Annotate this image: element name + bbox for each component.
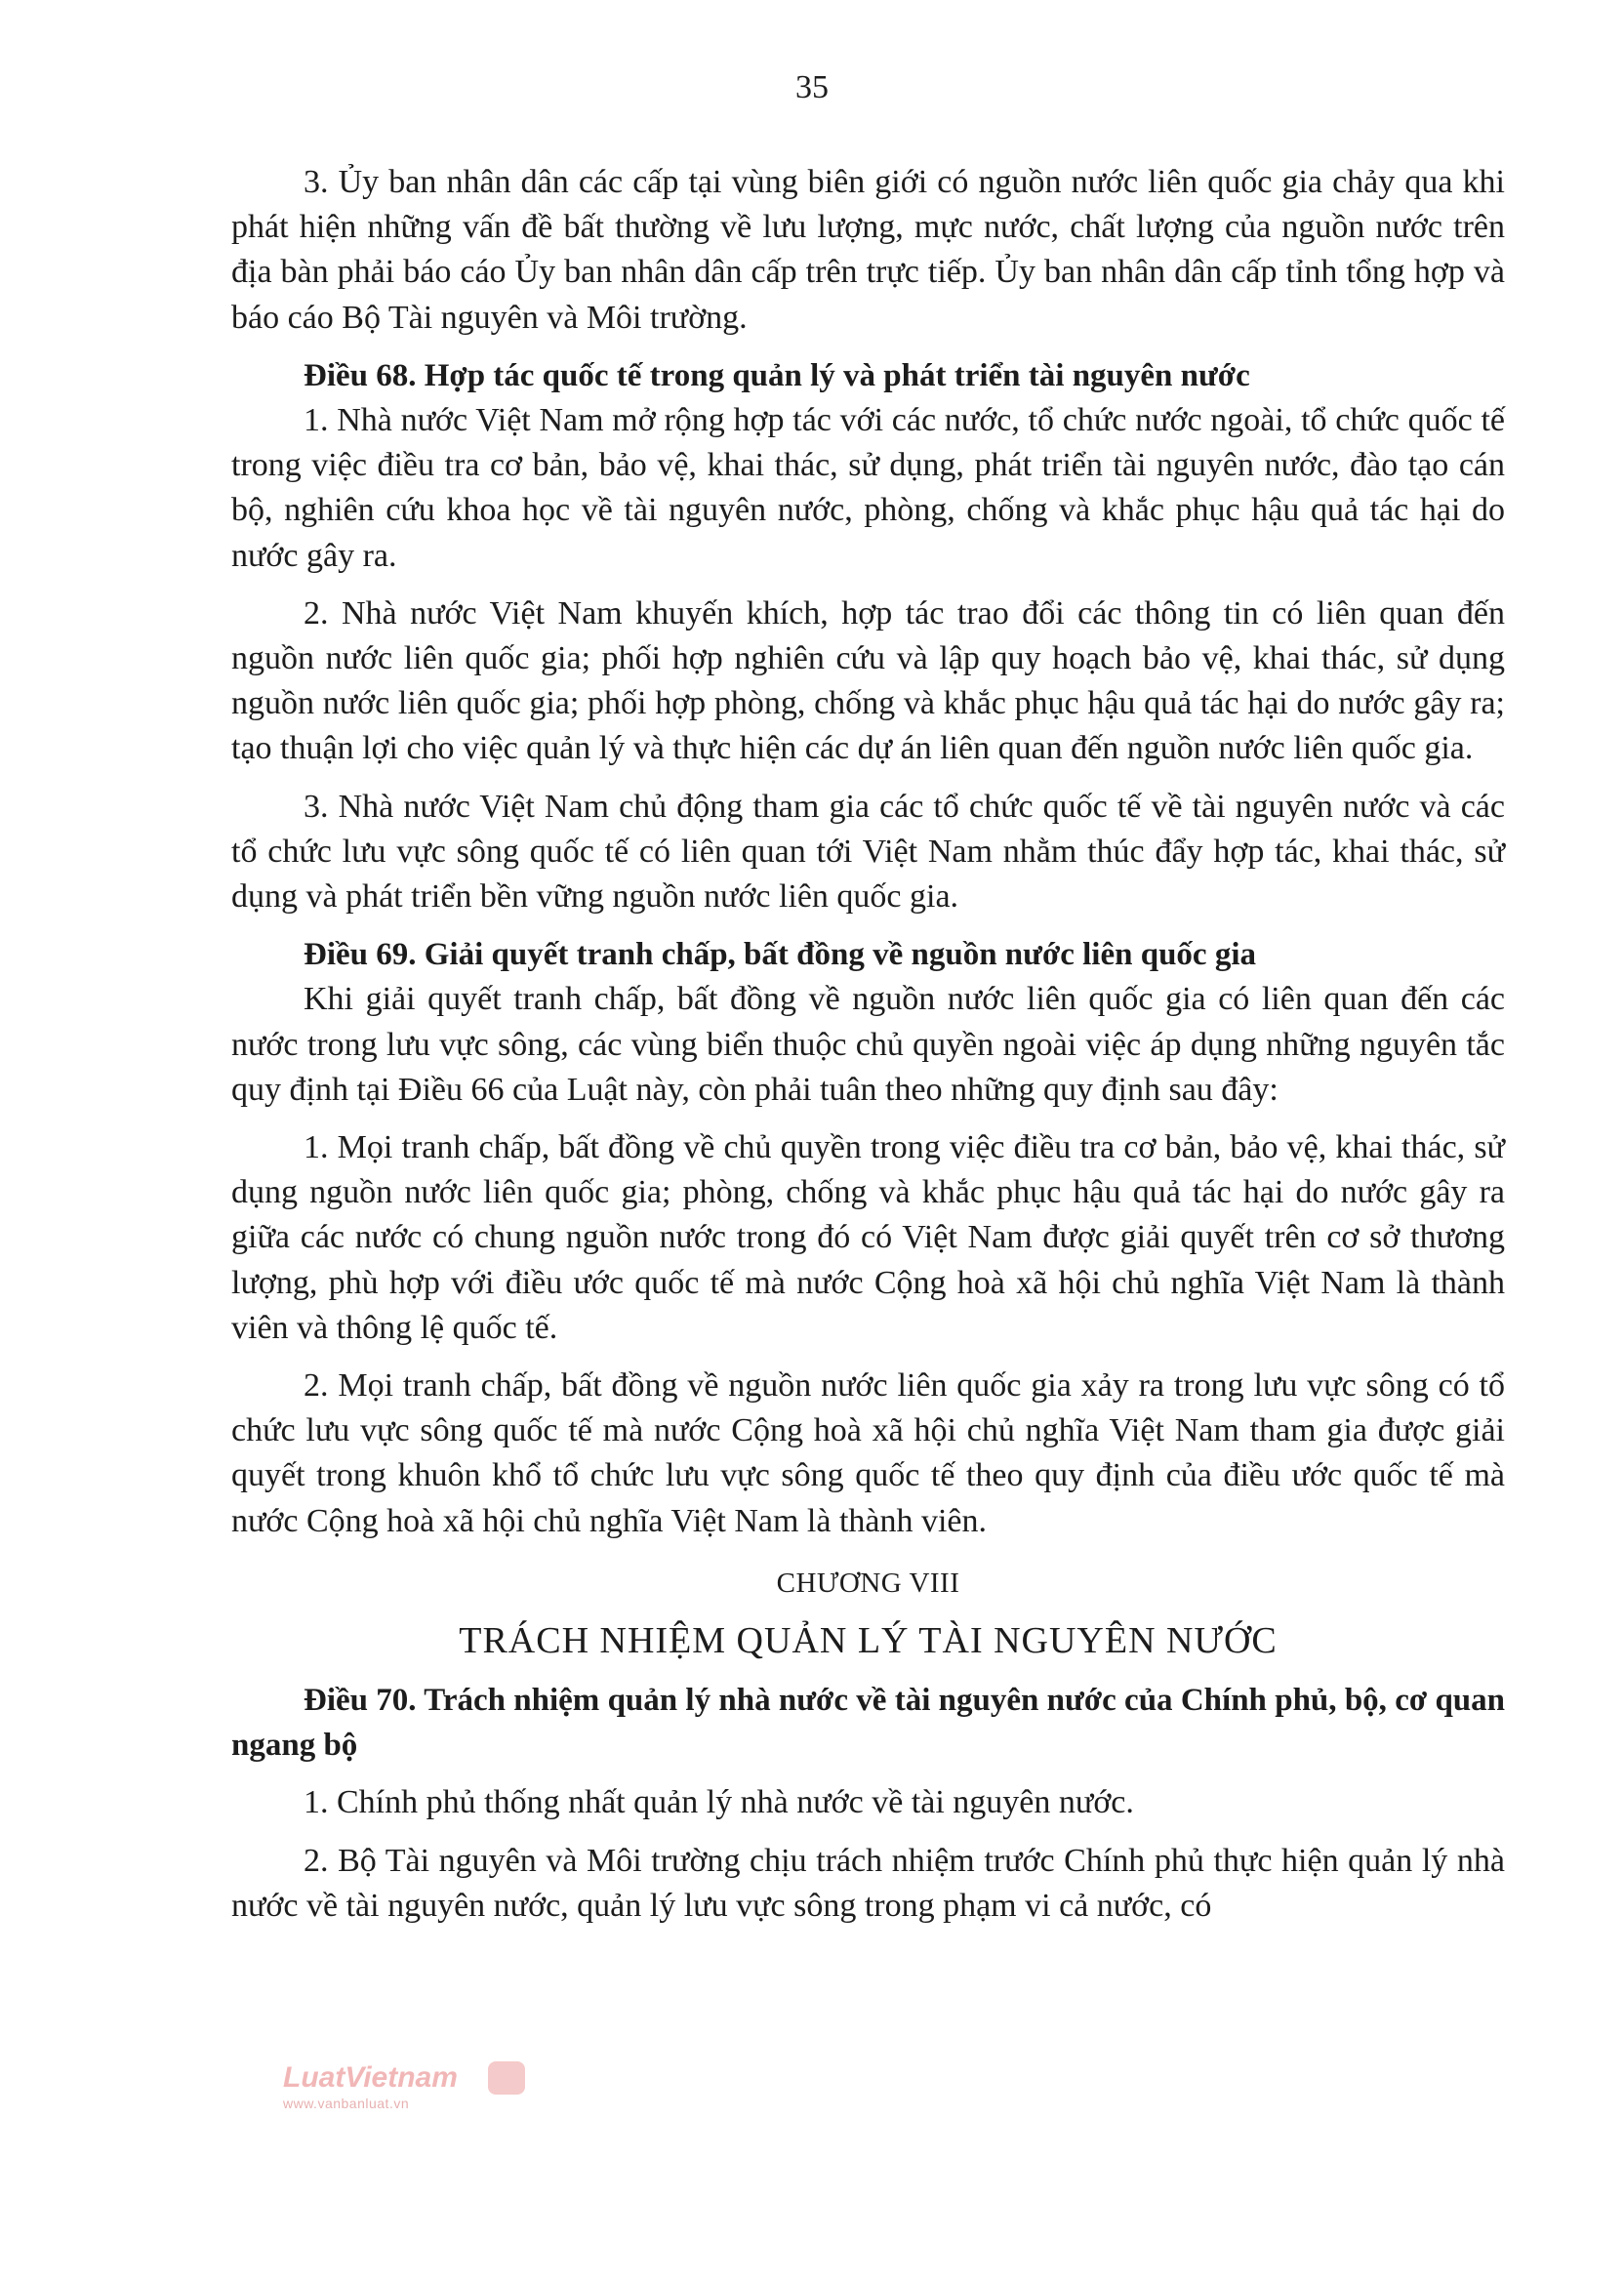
watermark-url: www.vanbanluat.vn bbox=[283, 2096, 410, 2111]
article-68-heading: Điều 68. Hợp tác quốc tế trong quản lý và phát triển tài nguyên nước bbox=[304, 357, 1250, 393]
article-69-clause-2: 2. Mọi tranh chấp, bất đồng về nguồn nước liên quốc gia xảy ra trong lưu vực sông có tổ chức lưu vực sông quốc tế mà nước Cộng hoà xã hội chủ nghĩa Việt Nam tham gia được giải quyết trong khuôn khổ tổ chức lưu vực sông quốc tế theo quy định của điều ước quốc tế mà nước Cộng hoà xã hội chủ nghĩa Việt Nam là thành viên. bbox=[231, 1367, 1505, 1539]
article-70-clause-1: 1. Chính phủ thống nhất quản lý nhà nước về tài nguyên nước. bbox=[304, 1784, 1134, 1821]
chapter-label: CHƯƠNG VIII bbox=[776, 1567, 960, 1599]
article-69-heading: Điều 69. Giải quyết tranh chấp, bất đồng về nguồn nước liên quốc gia bbox=[304, 937, 1256, 973]
article-68-clause-2: 2. Nhà nước Việt Nam khuyến khích, hợp tác trao đổi các thông tin có liên quan đến nguồn nước liên quốc gia; phối hợp nghiên cứu và lập quy hoạch bảo vệ, khai thác, sử dụng nguồn nước liên quốc gia; phối hợp phòng, chống và khắc phục hậu quả tác hại do nước gây ra; tạo thuận lợi cho việc quản lý và thực hiện các dự án liên quan đến nguồn nước liên quốc gia. bbox=[231, 594, 1505, 767]
article-68-clause-3: 3. Nhà nước Việt Nam chủ động tham gia các tổ chức quốc tế về tài nguyên nước và các tổ chức lưu vực sông quốc tế có liên quan tới Việt Nam nhằm thúc đẩy hợp tác, khai thác, sử dụng và phát triển bền vững nguồn nước liên quốc gia. bbox=[231, 788, 1505, 916]
article-68-clause-1: 1. Nhà nước Việt Nam mở rộng hợp tác với các nước, tổ chức nước ngoài, tổ chức quốc tế trong việc điều tra cơ bản, bảo vệ, khai thác, sử dụng, phát triển tài nguyên nước, đào tạo cán bộ, nghiên cứu khoa học về tài nguyên nước, phòng, chống và khắc phục hậu quả tác hại do nước gây ra. bbox=[231, 402, 1505, 574]
watermark-logo-text: LuatVietnam bbox=[283, 2061, 458, 2094]
article-70-heading: Điều 70. Trách nhiệm quản lý nhà nước về tài nguyên nước của Chính phủ, bộ, cơ quan ngang bộ bbox=[231, 1682, 1505, 1764]
article-69-intro: Khi giải quyết tranh chấp, bất đồng về nguồn nước liên quốc gia có liên quan đến các nước trong lưu vực sông, các vùng biển thuộc chủ quyền ngoài việc áp dụng những nguyên tắc quy định tại Điều 66 của Luật này, còn phải tuân theo những quy định sau đây: bbox=[231, 981, 1505, 1108]
watermark-logo bbox=[283, 2061, 576, 2120]
article-70-clause-2: 2. Bộ Tài nguyên và Môi trường chịu trách nhiệm trước Chính phủ thực hiện quản lý nhà nước về tài nguyên nước, quản lý lưu vực sông trong phạm vi cả nước, có bbox=[231, 1842, 1505, 1924]
watermark-badge-icon bbox=[488, 2061, 525, 2095]
page-number: 35 bbox=[795, 69, 829, 105]
chapter-title: TRÁCH NHIỆM QUẢN LÝ TÀI NGUYÊN NƯỚC bbox=[459, 1619, 1278, 1661]
article-69-clause-1: 1. Mọi tranh chấp, bất đồng về chủ quyền trong việc điều tra cơ bản, bảo vệ, khai thác, sử dụng nguồn nước liên quốc gia; phòng, chống và khắc phục hậu quả tác hại do nước gây ra giữa các nước có chung nguồn nước trong đó có Việt Nam được giải quyết trên cơ sở thương lượng, phù hợp với điều ước quốc tế mà nước Cộng hoà xã hội chủ nghĩa Việt Nam là thành viên và thông lệ quốc tế. bbox=[231, 1129, 1505, 1346]
article-67-clause-3: 3. Ủy ban nhân dân các cấp tại vùng biên giới có nguồn nước liên quốc gia chảy qua khi phát hiện những vấn đề bất thường về lưu lượng, mực nước, chất lượng của nguồn nước trên địa bàn phải báo cáo Ủy ban nhân dân cấp trên trực tiếp. Ủy ban nhân dân cấp tỉnh tổng hợp và báo cáo Bộ Tài nguyên và Môi trường. bbox=[231, 164, 1505, 336]
document-body bbox=[231, 160, 1505, 1929]
